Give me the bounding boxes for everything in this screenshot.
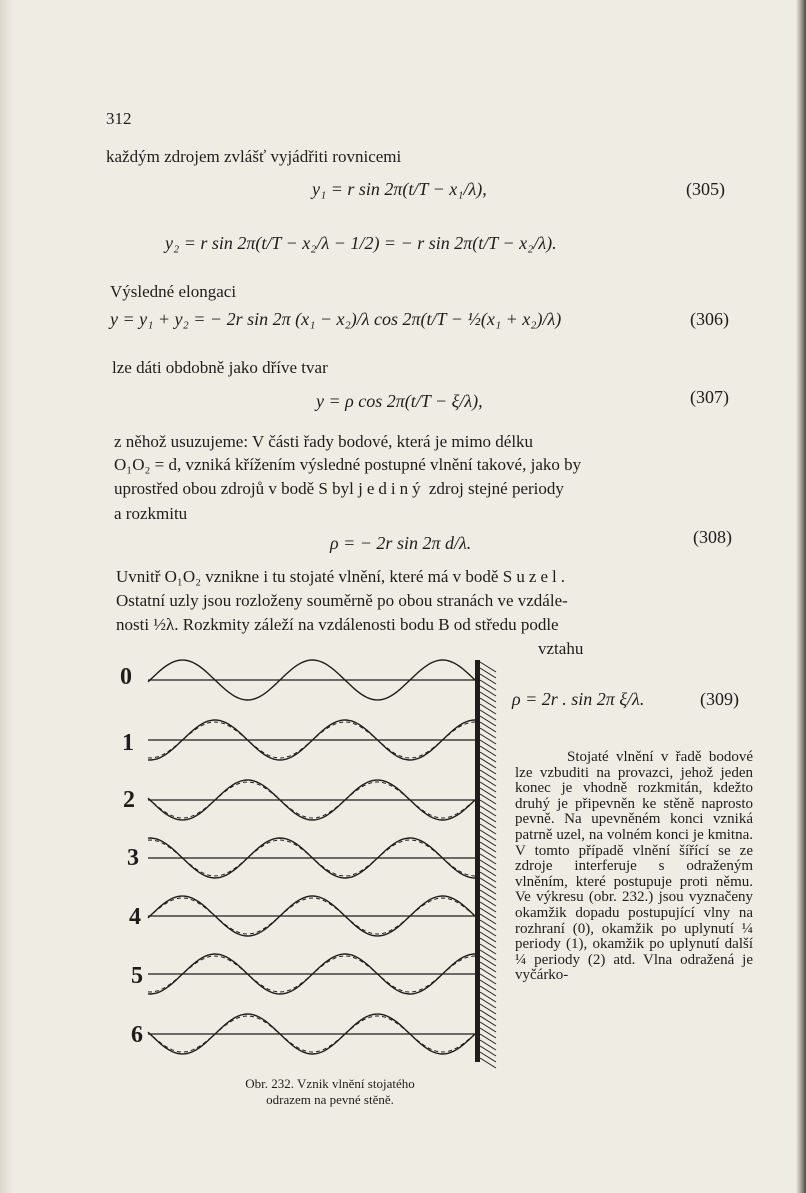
wall-hatch-line <box>480 974 496 984</box>
equation-text: y₂ = r sin 2π(t/T − x₂/λ − 1/2) = − r sin 2π(t/T − x₂/λ). <box>165 233 557 253</box>
wall-hatch-line <box>480 794 496 804</box>
wall-hatch-line <box>480 920 496 930</box>
page-number: 312 <box>106 109 132 128</box>
wave-label-2: 2 <box>123 787 135 813</box>
wall-hatch-line <box>480 770 496 780</box>
wall-hatch-line <box>480 1040 496 1050</box>
wall-hatch-line <box>480 806 496 816</box>
wall-hatch-line <box>480 746 496 756</box>
wave-label-4: 4 <box>129 904 141 930</box>
wall-hatch-line <box>480 950 496 960</box>
wall-hatch-line <box>480 686 496 696</box>
equation-text: y₁ = r sin 2π(t/T − x₁/λ), <box>312 179 487 199</box>
text-line: Ostatní uzly jsou rozloženy souměrně po obou stranách ve vzdále- <box>116 591 568 610</box>
wall-hatch-line <box>480 818 496 828</box>
side-paragraph <box>515 750 753 984</box>
equation-number: (309) <box>700 689 739 709</box>
page-binding-edge <box>796 0 806 1193</box>
text-line <box>114 478 564 500</box>
wall-hatch-line <box>480 662 496 672</box>
caption-line: Obr. 232. Vznik vlnění stojatého <box>245 1076 415 1091</box>
wall-hatch-line <box>480 1010 496 1020</box>
wall-hatch-line <box>480 692 496 702</box>
wall-hatch-line <box>480 848 496 858</box>
text-segment: zdroj stejné periody <box>424 479 564 498</box>
wall-hatch-line <box>480 842 496 852</box>
wave-label-1: 1 <box>122 730 134 756</box>
wall-hatch-line <box>480 830 496 840</box>
wall-hatch-line <box>480 740 496 750</box>
wall-hatch-line <box>480 674 496 684</box>
wall-hatch-line <box>480 782 496 792</box>
wall-hatch-line <box>480 926 496 936</box>
wall-hatch-line <box>480 812 496 822</box>
equation-text: y = y₁ + y₂ = − 2r sin 2π (x₁ − x₂)/λ cos 2π(t/T − ½(x₁ + x₂)/λ) <box>110 309 562 329</box>
text-line: každým zdrojem zvlášť vyjádřiti rovnicemi <box>106 147 402 166</box>
equation-309 <box>512 688 644 710</box>
equation-text: ρ = − 2r sin 2π d/λ. <box>330 533 472 553</box>
spaced-emphasis: uzel. <box>516 567 569 586</box>
wall-hatch-line <box>480 884 496 894</box>
wall-hatch-line <box>480 944 496 954</box>
wall-hatch-line <box>480 668 496 678</box>
wall-hatch-line <box>480 980 496 990</box>
text-line: vztahu <box>538 639 584 658</box>
wall-hatch-line <box>480 872 496 882</box>
wall-hatch-line <box>480 986 496 996</box>
text-line: nosti ½λ. Rozkmity záleží na vzdálenosti bodu B od středu podle <box>116 615 559 634</box>
equation-number: (306) <box>690 309 729 329</box>
wall-hatch-line <box>480 938 496 948</box>
text-line: lze dáti obdobně jako dříve tvar <box>112 358 328 377</box>
wall-hatch-line <box>480 998 496 1008</box>
equation-305 <box>312 178 487 200</box>
text-line: O₁O₂ = d, vzniká křížením výsledné postupné vlnění takové, jako by <box>114 455 582 474</box>
wave-label-0: 0 <box>120 664 132 690</box>
equation-number: (307) <box>690 387 729 407</box>
wall-hatch-line <box>480 1022 496 1032</box>
page-left-edge <box>0 0 14 1193</box>
equation-text: y = ρ cos 2π(t/T − ξ/λ), <box>316 391 483 411</box>
equation-number: (308) <box>693 527 732 547</box>
fixed-wall <box>475 660 496 1068</box>
wall-hatch-line <box>480 992 496 1002</box>
wall-hatch-line <box>480 698 496 708</box>
text-segment: Uvnitř O₁O₂ vznikne i tu stojaté vlnění, které má v bodě S <box>116 567 517 586</box>
wall-hatch-line <box>480 932 496 942</box>
wall-hatch-line <box>480 1046 496 1056</box>
wall-hatch-line <box>480 1058 496 1068</box>
wall-hatch-line <box>480 776 496 786</box>
figure-232 <box>120 650 515 1070</box>
wall-hatch-line <box>480 896 496 906</box>
wave-diagram <box>148 660 475 1054</box>
equation-306 <box>110 308 561 330</box>
wall-hatch-line <box>480 854 496 864</box>
wall-hatch-line <box>480 722 496 732</box>
wall-hatch-line <box>480 890 496 900</box>
text-segment: uprostřed obou zdrojů v bodě S byl <box>114 479 359 498</box>
wall-hatch-line <box>480 860 496 870</box>
wall-hatch-line <box>480 734 496 744</box>
wall-hatch-line <box>480 788 496 798</box>
wall-hatch-line <box>480 1028 496 1038</box>
wall-hatch-line <box>480 902 496 912</box>
wall-hatch-line <box>480 968 496 978</box>
wall-hatch-line <box>480 710 496 720</box>
wall-hatch-line <box>480 1004 496 1014</box>
wall-hatch-line <box>480 758 496 768</box>
wall-hatch-line <box>480 728 496 738</box>
caption-line: odrazem na pevné stěně. <box>266 1092 394 1107</box>
wall-hatch-line <box>480 962 496 972</box>
wave-label-6: 6 <box>131 1022 143 1048</box>
wall-hatch-line <box>480 824 496 834</box>
wall-hatch-line <box>480 764 496 774</box>
equation-text: ρ = 2r . sin 2π ξ/λ. <box>512 689 645 709</box>
wall-hatch-line <box>480 1034 496 1044</box>
equation-y2 <box>165 232 557 254</box>
wave-label-5: 5 <box>131 963 143 989</box>
wall-hatch-line <box>480 1016 496 1026</box>
wave-label-3: 3 <box>127 845 139 871</box>
wall-hatch-line <box>480 836 496 846</box>
figure-caption <box>180 1076 480 1108</box>
wall-hatch-line <box>480 866 496 876</box>
text-line: a rozkmitu <box>114 504 188 523</box>
wall-hatch-line <box>480 800 496 810</box>
wall-hatch-line <box>480 680 496 690</box>
wall-hatch-line <box>480 1052 496 1062</box>
wall-hatch-line <box>480 752 496 762</box>
text-line <box>116 566 569 588</box>
spaced-emphasis: jediný <box>358 479 425 498</box>
equation-307 <box>316 390 483 412</box>
text-line: Výsledné elongaci <box>110 282 237 301</box>
text-line: z něhož usuzujeme: V části řady bodové, která je mimo délku <box>114 432 534 451</box>
equation-308 <box>330 532 471 554</box>
wall-hatch-line <box>480 956 496 966</box>
wall-hatch-line <box>480 704 496 714</box>
wall-hatch-line <box>480 878 496 888</box>
equation-number: (305) <box>686 179 725 199</box>
side-text: Stojaté vlnění v řadě bodové lze vzbuditi na provazci, jehož jeden konec je vhodně rozkmitán, kdežto druhý je připevněn ke stěně naprosto pevně. Na upevněném konci vzniká patrně uzel, na volném konci je kmitna. V tomto případě vlnění šířící se ze zdroje interferuje s odraženým vlněním, které postupuje proti němu. Ve výkresu (obr. 232.) jsou vyznačeny okamžik dopadu postupující vlny na rozhraní (0), okamžik po uplynutí ¼ periody (1), okamžik po uplynutí další ¼ periody (2) atd. Vlna odražená je vyčárko- <box>515 749 753 984</box>
wall-hatch-line <box>480 914 496 924</box>
wall-hatch-line <box>480 908 496 918</box>
wall-hatch-line <box>480 716 496 726</box>
